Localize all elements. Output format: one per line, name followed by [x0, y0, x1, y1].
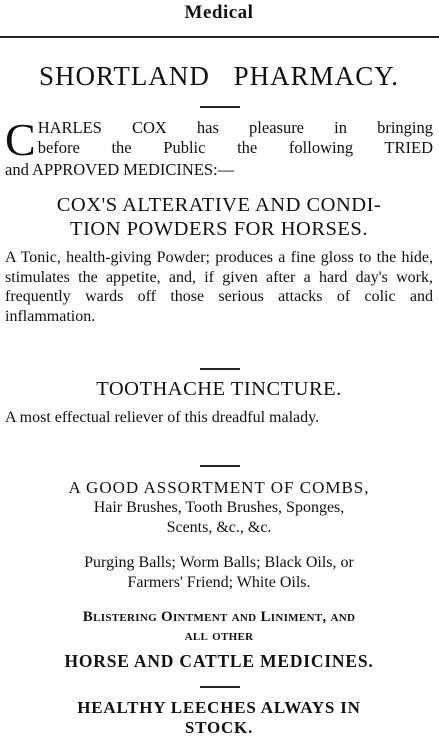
blistering-line-2: all other — [184, 628, 254, 644]
balls-oils-list — [5, 553, 433, 593]
powders-short-rule — [200, 368, 240, 370]
horse-cattle-medicines: HORSE AND CATTLE MEDICINES. — [64, 651, 374, 671]
section-heading: Medical — [184, 2, 254, 23]
blistering-line-1: Blistering Ointment and Liniment, and — [82, 609, 356, 625]
toothache-description: A most effectual reliever of this dreadful malady. — [5, 409, 320, 426]
leeches-line-1: HEALTHY LEECHES ALWAYS IN — [77, 698, 361, 717]
intro-dropcap: C — [5, 114, 36, 165]
combs-description-line-1: Hair Brushes, Tooth Brushes, Sponges, — [93, 499, 345, 516]
cox-powders-title-line-1: COX'S ALTERATIVE AND CONDI- — [56, 194, 382, 216]
top-rule-divider — [0, 36, 439, 38]
intro-paragraph — [5, 114, 433, 180]
intro-line-1: HARLES COX has pleasure in bringing — [37, 118, 433, 137]
cox-powders-title — [5, 193, 433, 241]
cox-powders-title-line-2: TION POWDERS FOR HORSES. — [70, 218, 368, 240]
intro-line-2: before the Public the following TRIED — [37, 137, 433, 157]
combs-description-line-2: Scents, &c., &c. — [166, 519, 272, 536]
leeches-notice — [5, 698, 433, 738]
blistering-ointment-text — [5, 608, 433, 646]
combs-description — [5, 498, 433, 538]
title-short-rule — [200, 106, 240, 108]
toothache-short-rule — [200, 465, 240, 467]
cox-powders-description: A Tonic, health-giving Powder; produces a fine gloss to the hide, stimulates the appetite, and, if given after a hard day's work, frequently wards off those serious attacks of colic and inflammation. — [5, 249, 433, 325]
toothache-title: TOOTHACHE TINCTURE. — [96, 378, 342, 400]
horse-short-rule — [200, 686, 240, 688]
pharmacy-title: SHORTLAND PHARMACY. — [39, 61, 399, 91]
leeches-line-2: STOCK. — [184, 718, 254, 737]
intro-line-3: and APPROVED MEDICINES:— — [5, 160, 235, 179]
balls-oils-line-1: Purging Balls; Worm Balls; Black Oils, or — [84, 554, 354, 571]
combs-title: A GOOD ASSORTMENT OF COMBS, — [68, 478, 370, 497]
balls-oils-line-2: Farmers' Friend; White Oils. — [127, 574, 311, 591]
